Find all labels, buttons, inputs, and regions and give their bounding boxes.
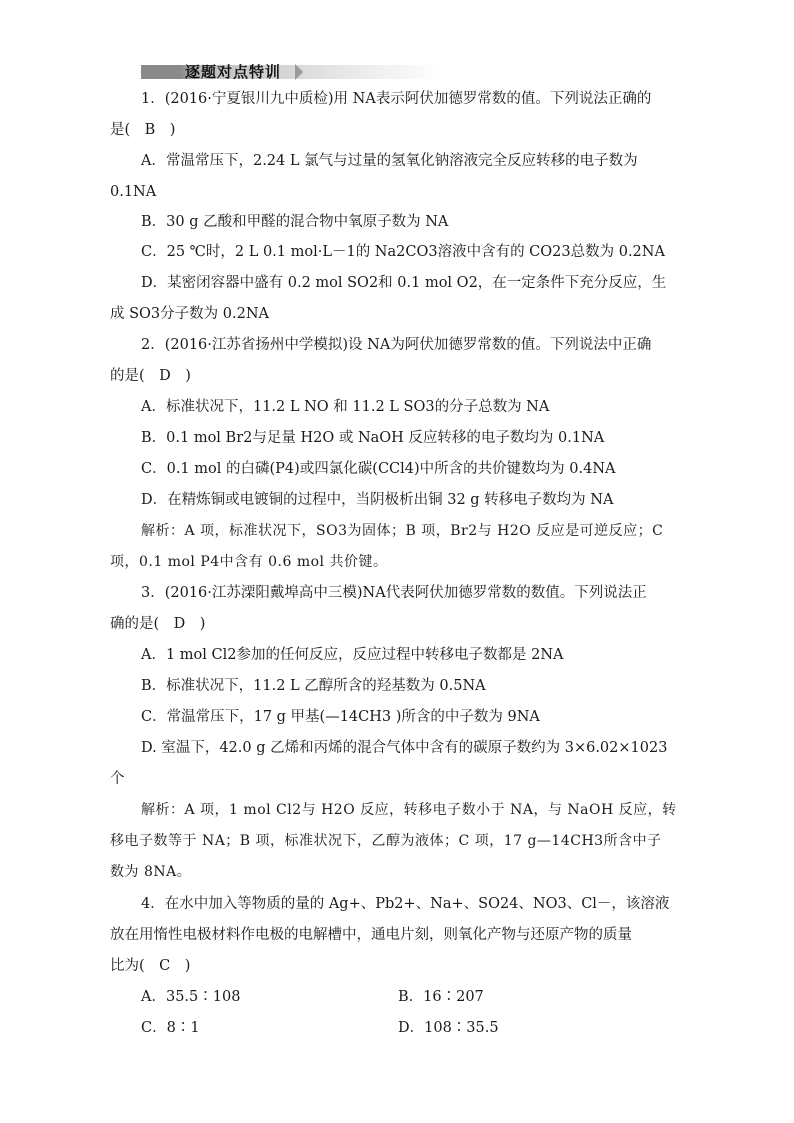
q3-option-d-line1: D. 室温下，42.0 g 乙烯和丙烯的混合气体中含有的碳原子数约为 3×6.02×1023	[141, 740, 668, 756]
q4-option-c: C．8∶1	[141, 1020, 200, 1036]
banner-arrow-icon	[295, 64, 303, 80]
q4-option-b: B．16∶207	[398, 989, 484, 1005]
q1-line2: 是( B )	[110, 122, 176, 138]
q3-explanation-line3: 数为 8NA。	[110, 864, 192, 880]
q1-line1: 1．(2016·宁夏银川九中质检)用 NA表示阿伏加德罗常数的值。下列说法正确的	[141, 91, 652, 107]
q2-option-d: D．在精炼铜或电镀铜的过程中，当阴极析出铜 32 g 转移电子数均为 NA	[141, 492, 614, 508]
q3-option-a: A．1 mol Cl2参加的任何反应，反应过程中转移电子数都是 2NA	[141, 647, 564, 663]
q2-explanation-line1: 解析：A 项，标准状况下，SO3为固体；B 项，Br2与 H2O 反应是可逆反应；C	[141, 523, 664, 539]
q2-line2: 的是( D )	[110, 368, 191, 384]
q3-option-d-line2: 个	[110, 771, 125, 787]
section-banner	[141, 62, 461, 82]
banner-dark-block	[141, 65, 181, 79]
q1-option-b: B．30 g 乙酸和甲醛的混合物中氧原子数为 NA	[141, 214, 449, 230]
q4-line1: 4．在水中加入等物质的量的 Ag+、Pb2+、Na+、SO24、NO3、Cl－，该溶液	[141, 896, 670, 912]
q1-option-d-line1: D．某密闭容器中盛有 0.2 mol SO2和 0.1 mol O2，在一定条件下充分反应，生	[141, 275, 667, 291]
q1-option-a-line2: 0.1NA	[110, 184, 157, 200]
q4-line3: 比为( C )	[110, 958, 191, 974]
q2-explanation-line2: 项，0.1 mol P4中含有 0.6 mol 共价键。	[110, 554, 388, 570]
q3-option-b: B．标准状况下，11.2 L 乙醇所含的羟基数为 0.5NA	[141, 678, 486, 694]
q1-option-d-line2: 成 SO3分子数为 0.2NA	[110, 306, 269, 322]
q3-explanation-line1: 解析：A 项，1 mol Cl2与 H2O 反应，转移电子数小于 NA，与 NaOH 反应，转	[141, 802, 677, 818]
q2-line1: 2．(2016·江苏省扬州中学模拟)设 NA为阿伏加德罗常数的值。下列说法中正确	[141, 337, 652, 353]
q1-option-c: C．25 ℃时，2 L 0.1 mol·L－1的 Na2CO3溶液中含有的 CO23总数为 0.2NA	[141, 244, 665, 260]
q2-option-c: C．0.1 mol 的白磷(P4)或四氯化碳(CCl4)中所含的共价键数均为 0.4NA	[141, 461, 616, 477]
q3-explanation-line2: 移电子数等于 NA；B 项，标准状况下，乙醇为液体；C 项，17 g—14CH3所含中子	[110, 833, 662, 849]
q3-option-c: C．常温常压下，17 g 甲基(—14CH3 )所含的中子数为 9NA	[141, 709, 540, 725]
section-title: 逐题对点特训	[185, 63, 282, 81]
q3-line1: 3．(2016·江苏溧阳戴埠高中三模)NA代表阿伏加德罗常数的数值。下列说法正	[141, 585, 647, 601]
q4-option-a: A．35.5∶108	[141, 989, 241, 1005]
q2-option-a: A．标准状况下，11.2 L NO 和 11.2 L SO3的分子总数为 NA	[141, 399, 550, 415]
q1-option-a-line1: A．常温常压下，2.24 L 氯气与过量的氢氧化钠溶液完全反应转移的电子数为	[141, 153, 638, 169]
q4-option-d: D．108∶35.5	[398, 1020, 499, 1036]
q4-line2: 放在用惰性电极材料作电极的电解槽中，通电片刻，则氧化产物与还原产物的质量	[110, 927, 632, 943]
q3-line2: 确的是( D )	[110, 616, 206, 632]
q2-option-b: B．0.1 mol Br2与足量 H2O 或 NaOH 反应转移的电子数均为 0.1NA	[141, 430, 605, 446]
